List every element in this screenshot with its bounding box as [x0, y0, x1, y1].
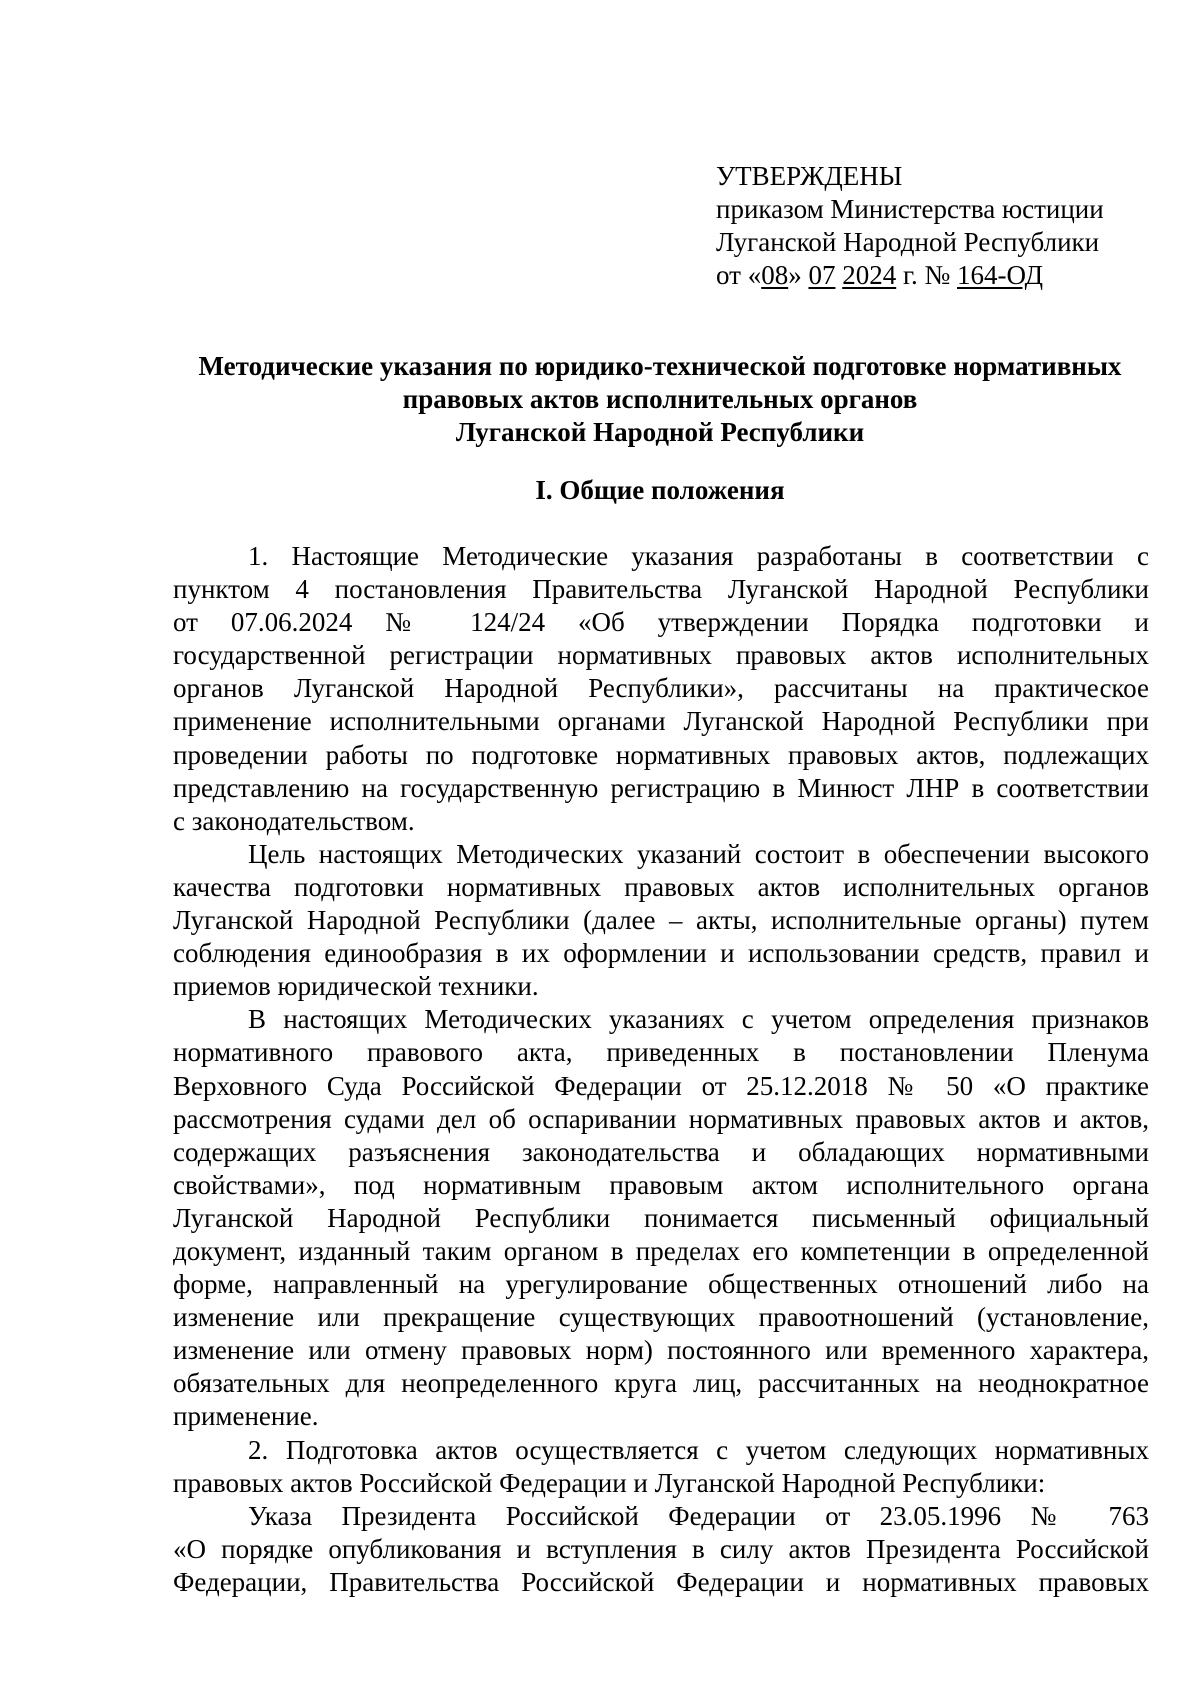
paragraph-1-line: государственной регистрации нормативных правовых актов исполнительных: [173, 640, 1149, 671]
paragraph-goal-line: качества подготовки нормативных правовых актов исполнительных органов: [173, 871, 1149, 902]
paragraph-decree-line: Указа Президента Российской Федерации от 23.05.1996 № 763: [248, 1500, 1149, 1531]
paragraph-definition-line: содержащих разъяснения законодательства и обладающих нормативными: [173, 1136, 1149, 1167]
paragraph-2-line: 2. Подготовка актов осуществляется с учетом следующих нормативных: [248, 1434, 1149, 1465]
paragraph-definition-line: применение.: [173, 1401, 319, 1432]
order-day: 08: [761, 260, 789, 290]
body-text: [173, 540, 1149, 1599]
approval-stamp: [716, 160, 1104, 292]
order-month: 07: [808, 260, 836, 290]
section-heading: I. Общие положения: [535, 475, 785, 505]
paragraph-decree-line: «О порядке опубликования и вступления в силу актов Президента Российской: [173, 1533, 1149, 1564]
paragraph-goal-line: соблюдения единообразия в их оформлении и использовании средств, правил и: [173, 938, 1149, 969]
approval-line-ministry: приказом Министерства юстиции: [716, 194, 1104, 224]
order-prefix: от «: [716, 260, 762, 290]
order-sep1: »: [788, 260, 809, 290]
order-sep3: г. №: [896, 260, 957, 290]
paragraph-1-line: представлению на государственную регистрацию в Минюст ЛНР в соответствии: [173, 772, 1149, 803]
paragraph-1-line: 1. Настоящие Методические указания разработаны в соответствии с: [248, 541, 1149, 571]
paragraph-1-line: пунктом 4 постановления Правительства Луганской Народной Республики: [173, 574, 1149, 605]
paragraph-1-line: от 07.06.2024 № 124/24 «Об утверждении Порядка подготовки и: [173, 607, 1149, 638]
paragraph-definition-line: форме, направленный на урегулирование общественных отношений либо на: [173, 1269, 1149, 1300]
paragraph-1-line: применение исполнительными органами Луганской Народной Республики при: [173, 706, 1149, 737]
title-line: Методические указания по юридико-технической подготовке нормативных: [198, 351, 1122, 381]
paragraph-1-line: с законодательством.: [173, 805, 415, 836]
paragraph-definition-line: Луганской Народной Республики понимается письменный официальный: [173, 1202, 1149, 1233]
paragraph-goal-line: приемов юридической техники.: [173, 971, 539, 1002]
paragraph-definition-line: рассмотрения судами дел об оспаривании нормативных правовых актов и актов,: [173, 1103, 1149, 1134]
paragraph-1-line: органов Луганской Народной Республики», рассчитаны на практическое: [173, 673, 1149, 704]
paragraph-1-line: проведении работы по подготовке нормативных правовых актов, подлежащих: [173, 739, 1149, 770]
title-line: Луганской Народной Республики: [455, 417, 865, 447]
paragraph-goal-line: Цель настоящих Методических указаний состоит в обеспечении высокого: [248, 838, 1149, 869]
paragraph-definition-line: изменение или прекращение существующих правоотношений (установление,: [173, 1302, 1149, 1333]
paragraph-definition-line: Верховного Суда Российской Федерации от 25.12.2018 № 50 «О практике: [173, 1070, 1149, 1101]
paragraph-definition-line: изменение или отмену правовых норм) постоянного или временного характера,: [173, 1335, 1149, 1366]
paragraph-definition-line: свойствами», под нормативным правовым актом исполнительного органа: [173, 1169, 1149, 1200]
title-line: правовых актов исполнительных органов: [402, 384, 918, 414]
approval-heading: УТВЕРЖДЕНЫ: [716, 161, 903, 191]
approval-order-line: [716, 259, 1104, 292]
document-title: [170, 350, 1150, 449]
paragraph-definition-line: В настоящих Методических указаниях с учетом определения признаков: [248, 1004, 1149, 1035]
approval-line-republic: Луганской Народной Республики: [716, 227, 1100, 257]
paragraph-decree-line: Федерации, Правительства Российской Федерации и нормативных правовых: [173, 1566, 1149, 1597]
order-year: 2024: [842, 260, 897, 290]
paragraph-definition-line: нормативного правового акта, приведенных в постановлении Пленума: [173, 1037, 1149, 1068]
paragraph-2-line: правовых актов Российской Федерации и Луганской Народной Республики:: [173, 1467, 1046, 1498]
paragraph-goal-line: Луганской Народной Республики (далее – акты, исполнительные органы) путем: [173, 905, 1149, 936]
paragraph-definition-line: обязательных для неопределенного круга лиц, рассчитанных на неоднократное: [173, 1368, 1149, 1399]
paragraph-definition-line: документ, изданный таким органом в пределах его компетенции в определенной: [173, 1235, 1149, 1266]
order-number: 164-ОД: [957, 260, 1044, 290]
